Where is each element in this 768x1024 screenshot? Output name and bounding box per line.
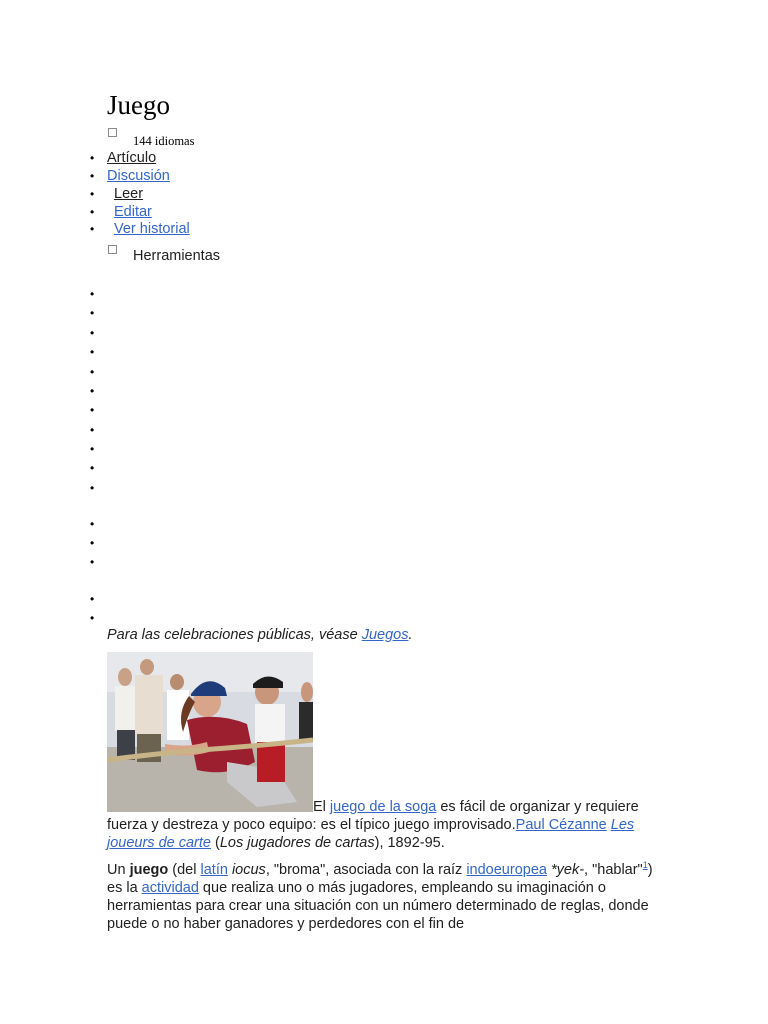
tab-read-link[interactable]: Leer <box>114 186 144 202</box>
reference-link[interactable]: 1 <box>642 860 648 871</box>
empty-list-bullet: • <box>90 287 95 301</box>
intro-text: , "broma", asociada con la raíz <box>265 862 467 878</box>
caption-link-tug-of-war[interactable]: juego de la soga <box>329 799 437 815</box>
tab-edit <box>90 203 190 222</box>
empty-list-bullet: • <box>90 365 95 379</box>
intro-italic: iocus <box>231 862 266 878</box>
intro-link-latin[interactable]: latín <box>200 862 228 878</box>
bullet-icon: • <box>90 187 95 201</box>
tab-article <box>90 150 170 168</box>
language-toggle-checkbox[interactable] <box>108 128 117 137</box>
photo-illustration <box>107 652 313 812</box>
caption-italic: Los jugadores de cartas <box>219 835 375 851</box>
caption-text: es fácil de organizar y requiere fuerza y destreza y poco equipo: es el típico juego improvisado. <box>107 799 639 833</box>
intro-text: que realiza uno o más jugadores, empleando su imaginación o herramientas para crear una situación con un número determinado de reglas, donde puede o no haber ganadores y perdedores con el fin de <box>107 880 649 932</box>
intro-text: Un <box>107 862 130 878</box>
intro-text: ) es la <box>107 862 653 896</box>
empty-list-bullet: • <box>90 306 95 320</box>
empty-list-bullet: • <box>90 611 95 625</box>
caption-text: ), 1892-95. <box>374 835 445 851</box>
tab-edit-link[interactable]: Editar <box>114 203 152 220</box>
intro-italic: *yek- <box>551 862 585 878</box>
caption-text: ( <box>210 835 220 851</box>
bullet-icon: • <box>90 151 95 165</box>
namespace-tabs <box>90 150 170 185</box>
page-title: Juego <box>107 90 170 120</box>
intro-paragraph <box>107 861 667 933</box>
empty-list-bullet: • <box>90 326 95 340</box>
tug-of-war-photo[interactable] <box>107 652 313 812</box>
empty-list-bullet: • <box>90 592 95 606</box>
bullet-icon: • <box>90 222 95 236</box>
view-tabs <box>90 186 190 239</box>
empty-list-bullet: • <box>90 423 95 437</box>
empty-list-bullet: • <box>90 345 95 359</box>
tab-discussion <box>90 167 170 186</box>
intro-bold-term: juego <box>129 862 169 878</box>
caption-link-cezanne[interactable]: Paul Cézanne <box>515 817 607 833</box>
language-count[interactable]: 144 idiomas <box>133 134 195 148</box>
intro-text: (del <box>168 862 201 878</box>
tab-read <box>90 186 190 204</box>
empty-list-bullet: • <box>90 442 95 456</box>
empty-list-bullet: • <box>90 403 95 417</box>
empty-list-bullet: • <box>90 481 95 495</box>
tools-toggle-checkbox[interactable] <box>108 245 117 254</box>
hatnote-text: Para las celebraciones públicas, véase <box>107 627 362 643</box>
intro-text: , "hablar" <box>584 862 643 878</box>
caption-text: El <box>313 799 330 815</box>
image-caption <box>107 798 667 852</box>
hatnote-link[interactable]: Juegos <box>361 627 409 643</box>
tab-history-link[interactable]: Ver historial <box>114 221 190 237</box>
caption-link-painting[interactable]: Les joueurs de carte <box>107 817 635 851</box>
bullet-icon: • <box>90 204 95 219</box>
intro-link-indoeuropean[interactable]: indoeuropea <box>466 862 547 878</box>
empty-list-bullet: • <box>90 461 95 475</box>
empty-list-bullet: • <box>90 555 95 569</box>
bullet-icon: • <box>90 168 95 183</box>
tab-discussion-link[interactable]: Discusión <box>107 167 170 184</box>
empty-list-bullet: • <box>90 517 95 531</box>
hatnote-suffix: . <box>408 627 413 643</box>
tab-history <box>90 221 190 239</box>
hatnote <box>107 627 413 643</box>
tools-label[interactable]: Herramientas <box>133 248 221 264</box>
intro-link-activity[interactable]: actividad <box>141 880 199 896</box>
empty-list-bullet: • <box>90 384 95 398</box>
empty-list-bullet: • <box>90 536 95 550</box>
tab-article-link[interactable]: Artículo <box>107 150 157 166</box>
